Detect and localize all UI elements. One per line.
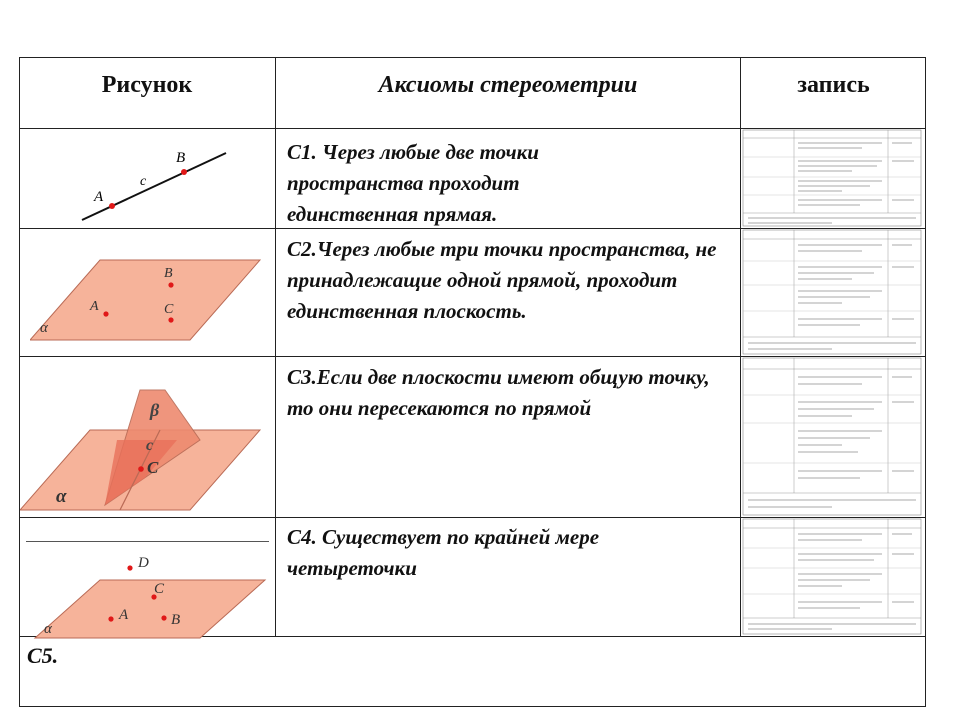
plane-alpha <box>35 580 265 638</box>
point-c <box>138 466 144 472</box>
label-b: B <box>171 612 181 628</box>
axiom-c2: C2.Через любые три точки пространства, не принадлежащие одной прямой, проходит единственная плоскость. <box>287 237 717 323</box>
thumbnail-table-1 <box>742 129 922 227</box>
figure-plane-three-points <box>30 248 270 348</box>
plane-alpha <box>30 260 260 340</box>
notation-thumbnail-2 <box>742 229 922 355</box>
label-alpha: α <box>44 621 52 637</box>
thumbnail-table-2 <box>742 229 922 355</box>
label-c: C <box>164 302 174 317</box>
axiom-c4: C4. Существует по крайней мере четыреточки <box>287 525 600 580</box>
label-a: A <box>90 299 99 314</box>
point-b <box>168 282 173 287</box>
label-alpha: α <box>56 486 67 507</box>
point-a <box>109 203 115 209</box>
label-b: B <box>176 150 186 166</box>
header-notation: запись <box>797 72 870 98</box>
axiom-c3: C3.Если две плоскости имеют общую точку, то они пересекаются по прямой <box>287 365 710 420</box>
label-b: B <box>164 266 173 281</box>
label-c: C <box>154 581 165 597</box>
label-c: c <box>140 174 147 189</box>
label-a: A <box>94 189 104 205</box>
notation-thumbnail-1 <box>742 129 922 227</box>
axiom-c5-label: C5. <box>27 643 59 668</box>
label-c-point: C <box>147 458 159 477</box>
point-a <box>103 311 108 316</box>
thumbnail-table-4 <box>742 518 922 635</box>
label-d: D <box>138 555 149 571</box>
figure-line-two-points <box>60 140 240 226</box>
label-a: A <box>119 607 129 623</box>
label-c-line: c <box>146 437 154 454</box>
point-b <box>161 615 166 620</box>
line-c <box>82 153 226 220</box>
figure-intersecting-planes <box>20 380 270 515</box>
point-c <box>168 317 173 322</box>
column-divider-1 <box>275 57 276 636</box>
column-divider-2 <box>740 57 741 636</box>
label-alpha: α <box>40 320 48 336</box>
axiom-c1: C1. Через любые две точки пространства проходит единственная прямая. <box>287 140 539 226</box>
label-beta: β <box>150 400 160 420</box>
notation-thumbnail-3 <box>742 357 922 516</box>
notation-thumbnail-4 <box>742 518 922 635</box>
figure-4-divider-mark <box>26 541 269 542</box>
header-figure: Рисунок <box>101 72 193 98</box>
point-a <box>108 616 113 621</box>
thumbnail-table-3 <box>742 357 922 516</box>
point-b <box>181 169 187 175</box>
point-d <box>127 565 132 570</box>
header-axioms: Аксиомы стереометрии <box>378 72 638 98</box>
figure-four-points <box>30 550 270 640</box>
